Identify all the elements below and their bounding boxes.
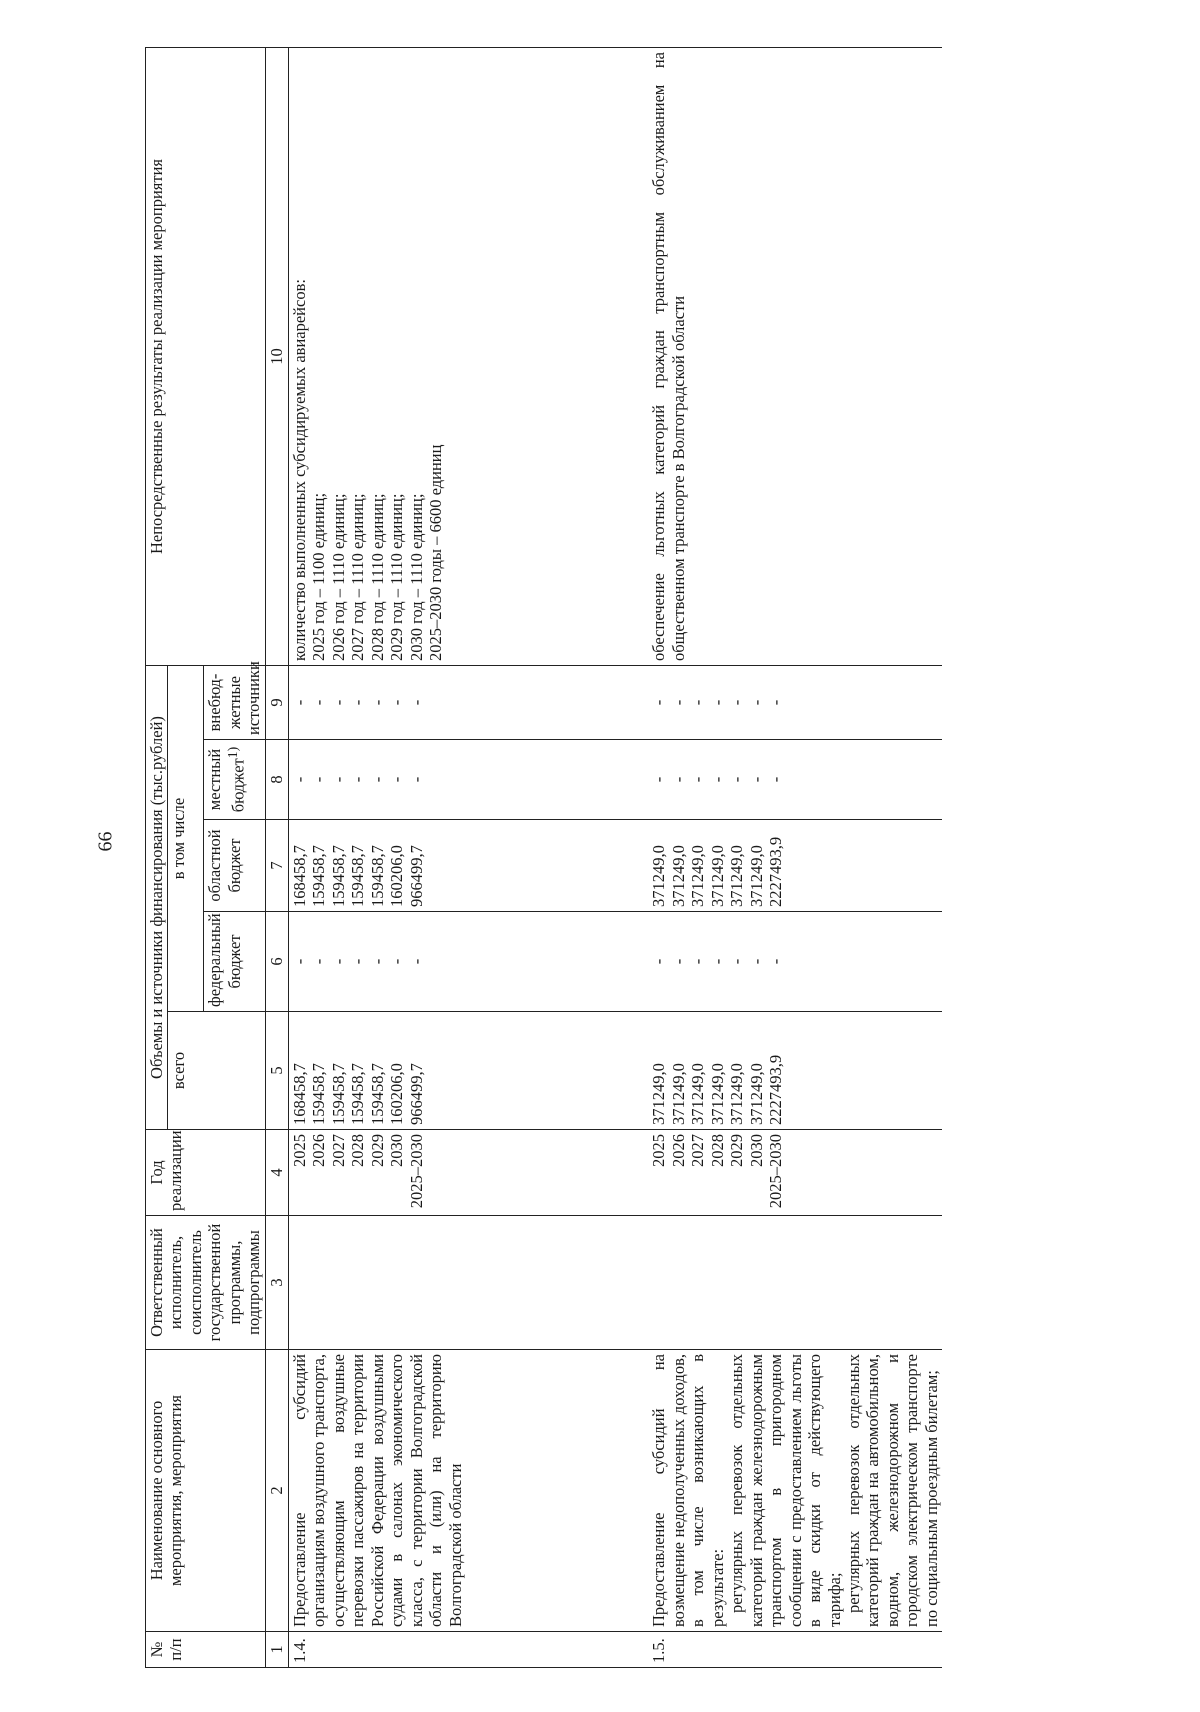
executor-cell	[648, 1216, 942, 1350]
extra-value: -	[348, 699, 368, 706]
local-value: -	[727, 776, 747, 783]
year-value: 2027	[328, 1134, 348, 1167]
header-federal: федеральный бюджет	[204, 912, 265, 1012]
extra-value: -	[668, 699, 688, 706]
table-row	[648, 48, 942, 1668]
header-extra: внебюд-жетные источники	[204, 666, 265, 740]
regional-value: 966499,7	[406, 845, 426, 907]
local-value: -	[367, 776, 387, 783]
header-year: Год реализации	[146, 1130, 266, 1216]
regional-value: 371249,0	[707, 845, 727, 907]
local-value: -	[766, 776, 786, 783]
total-value: 159458,7	[367, 1063, 387, 1125]
activity-name-part: регулярных перевозок отдельных категорий граждан на автомобильном, водном, железнодорожном и городском электрическом транспорте по социальным проездным билетам;	[844, 1354, 941, 1627]
extra-value: -	[367, 699, 387, 706]
result-line: 2028 год – 1110 единиц;	[367, 493, 387, 661]
col-number: 10	[265, 48, 288, 666]
total-value: 371249,0	[746, 1063, 766, 1125]
federal-value: -	[727, 958, 747, 965]
year-value: 2030	[387, 1134, 407, 1167]
header-local-label: местный бюджет	[205, 748, 248, 813]
local-value: -	[688, 776, 708, 783]
regional-value: 371249,0	[727, 845, 747, 907]
total-value: 371249,0	[707, 1063, 727, 1125]
extra-value: -	[746, 699, 766, 706]
extra-value: -	[387, 699, 407, 706]
result-cell: обеспечение льготных категорий граждан транспортным обслуживанием на общественном транспорте в Волгоградской области	[648, 48, 942, 666]
extra-value: -	[727, 699, 747, 706]
extra-value: -	[289, 699, 309, 706]
col-number: 5	[265, 1012, 288, 1130]
federal-value: -	[668, 958, 688, 965]
regional-value: 168458,7	[289, 845, 309, 907]
result-line: 2027 год – 1110 единиц;	[348, 493, 368, 661]
extra-list	[648, 666, 942, 740]
executor-cell	[288, 1216, 648, 1350]
column-numbers-row	[265, 48, 288, 1668]
local-value: -	[746, 776, 766, 783]
year-value: 2025	[649, 1134, 669, 1167]
regional-value: 159458,7	[367, 845, 387, 907]
total-value: 371249,0	[649, 1063, 669, 1125]
extra-value: -	[688, 699, 708, 706]
federal-value: -	[367, 958, 387, 965]
regional-value: 159458,7	[328, 845, 348, 907]
total-value: 159458,7	[309, 1063, 329, 1125]
total-value: 371249,0	[727, 1063, 747, 1125]
federal-value: -	[766, 958, 786, 965]
total-value: 966499,7	[406, 1063, 426, 1125]
year-value: 2029	[727, 1134, 747, 1167]
year-value: 2029	[367, 1134, 387, 1167]
row-number: 1.5.	[648, 1632, 942, 1668]
activity-name-part: регулярных перевозок отдельных категорий граждан железнодорожным транспортом в пригородном сообщении с предоставлением льготы в виде скидки от действующего тарифа;	[727, 1354, 844, 1627]
row-number: 1.4.	[288, 1632, 648, 1668]
header-name: Наименование основного мероприятия, мероприятия	[146, 1350, 266, 1632]
year-value: 2030	[746, 1134, 766, 1167]
regional-list	[288, 820, 648, 912]
year-value: 2025–2030	[406, 1134, 426, 1209]
local-list	[648, 740, 942, 820]
regional-value: 2227493,9	[766, 836, 786, 907]
rotated-table-wrapper	[145, 48, 1150, 1668]
header-executor: Ответственный исполнитель, соисполнитель государственной программы, подпрограммы	[146, 1216, 266, 1350]
extra-value: -	[328, 699, 348, 706]
regional-list	[648, 820, 942, 912]
total-value: 159458,7	[348, 1063, 368, 1125]
extra-list	[288, 666, 648, 740]
regional-value: 371249,0	[649, 845, 669, 907]
regional-value: 371249,0	[688, 845, 708, 907]
year-value: 2025	[289, 1134, 309, 1167]
year-value: 2028	[348, 1134, 368, 1167]
local-list	[288, 740, 648, 820]
federal-value: -	[289, 958, 309, 965]
local-value: -	[328, 776, 348, 783]
regional-value: 371249,0	[668, 845, 688, 907]
header-num: № п/п	[146, 1632, 266, 1668]
activity-name	[648, 1350, 942, 1632]
year-value: 2025–2030	[766, 1134, 786, 1209]
result-cell	[288, 48, 648, 666]
federal-value: -	[707, 958, 727, 965]
activity-name: Предоставление субсидий организациям воздушного транспорта, осуществляющим воздушные перевозки пассажиров на территории Российской Федерации воздушными судами в салонах экономического класса, с территории Волгоградской области и (или) на территорию Волгоградской области	[288, 1350, 648, 1632]
extra-value: -	[406, 699, 426, 706]
local-value: -	[289, 776, 309, 783]
year-value: 2027	[688, 1134, 708, 1167]
total-value: 168458,7	[289, 1063, 309, 1125]
local-value: -	[309, 776, 329, 783]
federal-value: -	[746, 958, 766, 965]
col-number: 3	[265, 1216, 288, 1350]
federal-value: -	[649, 958, 669, 965]
federal-list	[288, 912, 648, 1012]
total-value: 371249,0	[688, 1063, 708, 1125]
regional-value: 160206,0	[387, 845, 407, 907]
local-value: -	[406, 776, 426, 783]
header-local	[204, 740, 265, 820]
col-number: 4	[265, 1130, 288, 1216]
extra-value: -	[309, 699, 329, 706]
col-number: 2	[265, 1350, 288, 1632]
year-value: 2028	[707, 1134, 727, 1167]
result-line: 2025–2030 годы – 6600 единиц	[426, 444, 446, 661]
result-line: 2029 год – 1110 единиц;	[387, 493, 407, 661]
col-number: 1	[265, 1632, 288, 1668]
result-line: количество выполненных субсидируемых авиарейсов:	[289, 279, 309, 661]
extra-value: -	[707, 699, 727, 706]
local-value: -	[707, 776, 727, 783]
federal-value: -	[348, 958, 368, 965]
federal-value: -	[406, 958, 426, 965]
header-regional: областной бюджет	[204, 820, 265, 912]
header-results: Непосредственные результаты реализации мероприятия	[146, 48, 266, 666]
regional-value: 371249,0	[746, 845, 766, 907]
local-value: -	[649, 776, 669, 783]
local-value: -	[387, 776, 407, 783]
total-value: 160206,0	[387, 1063, 407, 1125]
footnote-marker: 1)	[224, 746, 240, 759]
activity-name-part: Предоставление субсидий на возмещение недополученных доходов, в том числе возникающих в результате:	[649, 1354, 727, 1627]
local-value: -	[348, 776, 368, 783]
federal-value: -	[688, 958, 708, 965]
year-list	[288, 1130, 648, 1216]
total-list	[648, 1012, 942, 1130]
federal-value: -	[387, 958, 407, 965]
federal-list	[648, 912, 942, 1012]
col-number: 8	[265, 740, 288, 820]
program-activities-table	[145, 47, 942, 1668]
header-funding: Объемы и источники финансирования (тыс.рублей)	[146, 666, 168, 1130]
col-number: 6	[265, 912, 288, 1012]
col-number: 7	[265, 820, 288, 912]
year-value: 2026	[309, 1134, 329, 1167]
total-value: 2227493,9	[766, 1054, 786, 1125]
header-total: всего	[168, 1012, 265, 1130]
page-number: 66	[94, 831, 117, 852]
total-value: 159458,7	[328, 1063, 348, 1125]
col-number: 9	[265, 666, 288, 740]
result-line: 2030 год – 1110 единиц;	[406, 493, 426, 661]
federal-value: -	[309, 958, 329, 965]
regional-value: 159458,7	[309, 845, 329, 907]
extra-value: -	[766, 699, 786, 706]
local-value: -	[668, 776, 688, 783]
result-line: 2026 год – 1110 единиц;	[328, 493, 348, 661]
year-list	[648, 1130, 942, 1216]
extra-value: -	[649, 699, 669, 706]
total-value: 371249,0	[668, 1063, 688, 1125]
federal-value: -	[328, 958, 348, 965]
table-row	[288, 48, 648, 1668]
regional-value: 159458,7	[348, 845, 368, 907]
result-line: 2025 год – 1100 единиц;	[309, 492, 329, 661]
header-including: в том числе	[168, 666, 204, 1012]
total-list	[288, 1012, 648, 1130]
year-value: 2026	[668, 1134, 688, 1167]
